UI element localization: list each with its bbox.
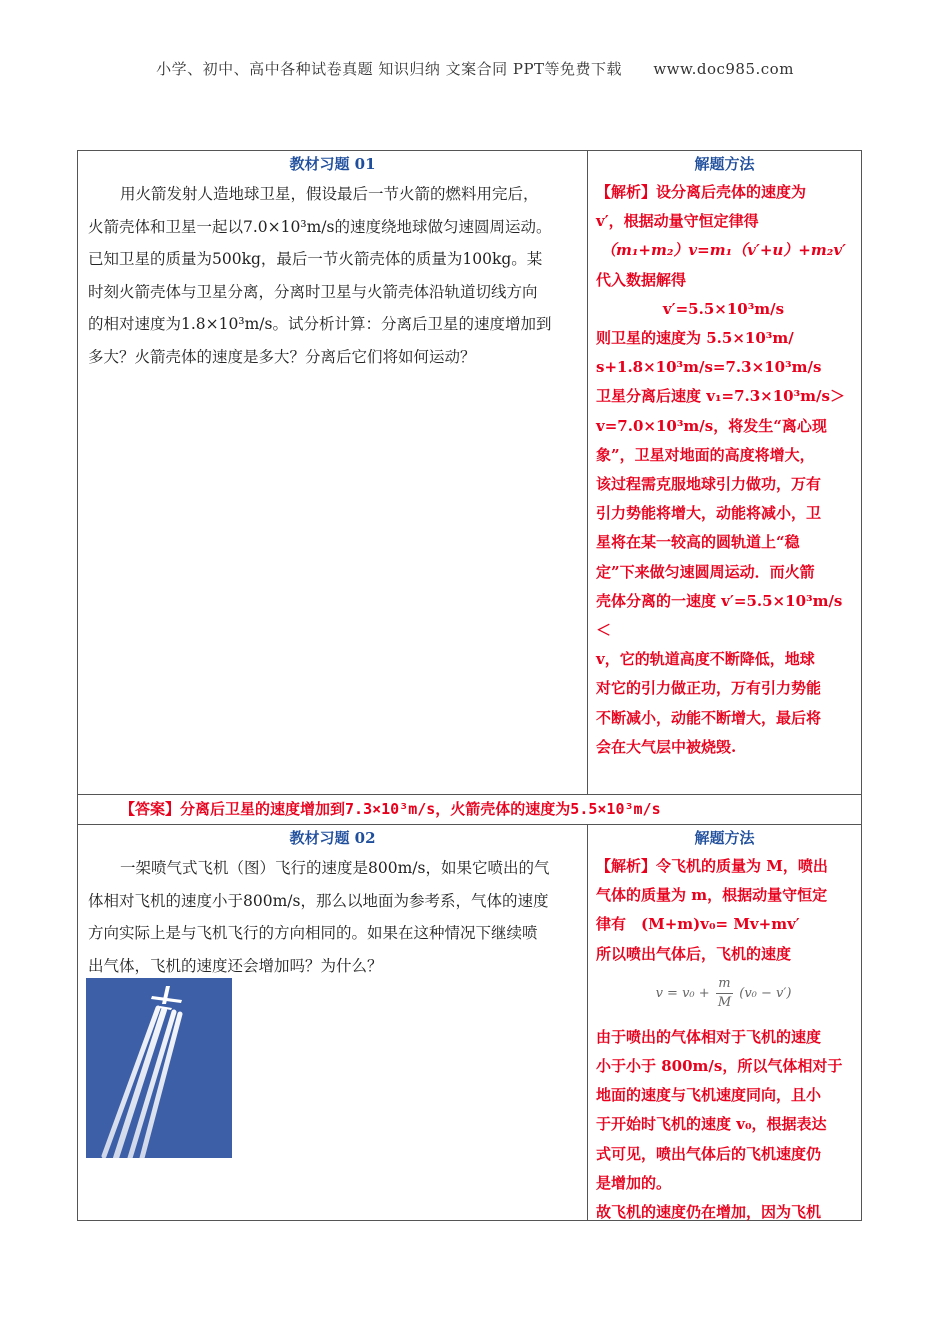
velocity-formula <box>596 975 851 1019</box>
problem1-table <box>77 150 862 795</box>
solution-line: 对它的引力做正功，万有引力势能 <box>596 679 822 698</box>
solution-line: 由于喷出的气体相对于飞机的速度 <box>596 1027 822 1046</box>
site-header <box>0 58 950 79</box>
formula-lhs: v = v₀ + <box>655 985 710 1001</box>
formula-numerator: m <box>716 975 733 994</box>
formula-fraction <box>716 975 733 1012</box>
solution-equation: （m₁+m₂）v=m₁（v′+u）+m₂v′ <box>600 241 846 260</box>
question-line: 一架喷气式飞机（图）飞行的速度是800m/s，如果它喷出的气 <box>120 859 550 877</box>
formula-denominator: M <box>717 994 732 1010</box>
question-line: 出气体，飞机的速度还会增加吗？为什么？ <box>88 956 383 975</box>
solution-line: 故飞机的速度仍在增加，因为飞机 <box>596 1203 822 1222</box>
question-line: 方向实际上是与飞机飞行的方向相同的。如果在这种情况下继续喷 <box>88 924 538 942</box>
solution-line: 该过程需克服地球引力做功，万有 <box>596 475 822 494</box>
solution-line: 不断减小，动能不断增大，最后将 <box>596 708 822 727</box>
solution-line: 星将在某一较高的圆轨道上“稳 <box>596 533 800 552</box>
problem1-title: 教材习题 01 <box>289 155 376 173</box>
solution-line: 会在大气层中被烧毁. <box>596 737 737 756</box>
problem1-solution-cell <box>588 151 861 794</box>
question-line: 的相对速度为1.8×10³m/s。试分析计算：分离后卫星的速度增加到 <box>88 315 552 333</box>
formula-rhs: (v₀ − v′) <box>739 985 792 1001</box>
header-text: 小学、初中、高中各种试卷真题 知识归纳 文案合同 PPT等免费下载 <box>156 60 623 78</box>
solution-line: v′，根据动量守恒定律得 <box>596 212 759 231</box>
problem1-answer: 【答案】分离后卫星的速度增加到7.3×10³m/s，火箭壳体的速度为5.5×10³m/s <box>77 795 862 825</box>
solution-line: 小于小于 800m/s，所以气体相对于 <box>596 1057 843 1076</box>
problem2-solution-cell <box>588 825 861 1220</box>
problem1-question <box>78 174 587 373</box>
question-line: 时刻火箭壳体与卫星分离，分离时卫星与火箭壳体沿轨道切线方向 <box>88 282 538 301</box>
question-line: 火箭壳体和卫星一起以7.0×10³m/s的速度绕地球做匀速圆周运动。 <box>88 217 552 236</box>
solution-result: v′=5.5×10³m/s <box>662 299 785 318</box>
problem2-question-cell <box>78 825 588 1220</box>
solution-line: 【解析】令飞机的质量为 M，喷出 <box>596 857 828 875</box>
header-url[interactable]: www.doc985.com <box>653 60 794 78</box>
solution-line: v，它的轨道高度不断降低，地球 <box>596 650 815 669</box>
problem1-question-cell <box>78 151 588 794</box>
problem1-solution-title: 解题方法 <box>694 155 755 173</box>
solution-line: 是增加的。 <box>596 1173 672 1192</box>
solution-line: 代入数据解得 <box>596 270 687 289</box>
solution-line: 式可见，喷出气体后的飞机速度仍 <box>596 1144 822 1163</box>
solution-line: s+1.8×10³m/s=7.3×10³m/s <box>596 358 822 377</box>
solution-line: 则卫星的速度为 5.5×10³m/ <box>596 329 794 348</box>
solution-line: v=7.0×10³m/s，将发生“离心现 <box>596 416 827 435</box>
problem1-solution <box>588 174 861 762</box>
jet-contrail-image <box>86 978 232 1158</box>
solution-line: 定”下来做匀速圆周运动．而火箭 <box>596 562 815 581</box>
solution-line: 壳体分离的一速度 v′=5.5×10³m/s＜ <box>596 591 843 640</box>
problem2-solution <box>588 848 861 1227</box>
jet-contrail-photo <box>86 978 232 1158</box>
problem2-title: 教材习题 02 <box>289 829 376 847</box>
question-line: 已知卫星的质量为500kg，最后一节火箭壳体的质量为100kg。某 <box>88 250 543 268</box>
solution-line: 于开始时飞机的速度 v₀，根据表达 <box>596 1115 827 1134</box>
solution-equation: 律有 (M+m)v₀= Mv+mv′ <box>596 915 800 934</box>
question-line: 多大？火箭壳体的速度是多大？分离后它们将如何运动？ <box>88 347 476 366</box>
solution-line: 气体的质量为 m，根据动量守恒定 <box>596 886 828 905</box>
problem2-table <box>77 825 862 1221</box>
problem2-question <box>78 848 587 982</box>
question-line: 体相对飞机的速度小于800m/s，那么以地面为参考系，气体的速度 <box>88 891 549 910</box>
solution-line: 象”，卫星对地面的高度将增大， <box>596 445 815 464</box>
question-line: 用火箭发射人造地球卫星，假设最后一节火箭的燃料用完后， <box>120 185 539 203</box>
problem2-solution-title: 解题方法 <box>694 829 755 847</box>
solution-line: 所以喷出气体后，飞机的速度 <box>596 944 792 963</box>
solution-line: 卫星分离后速度 v₁=7.3×10³m/s＞ <box>596 387 845 406</box>
solution-line: 引力势能将增大，动能将减小，卫 <box>596 504 822 523</box>
solution-line: 地面的速度与飞机速度同向，且小 <box>596 1086 822 1105</box>
solution-line: 【解析】设分离后壳体的速度为 <box>596 183 807 201</box>
